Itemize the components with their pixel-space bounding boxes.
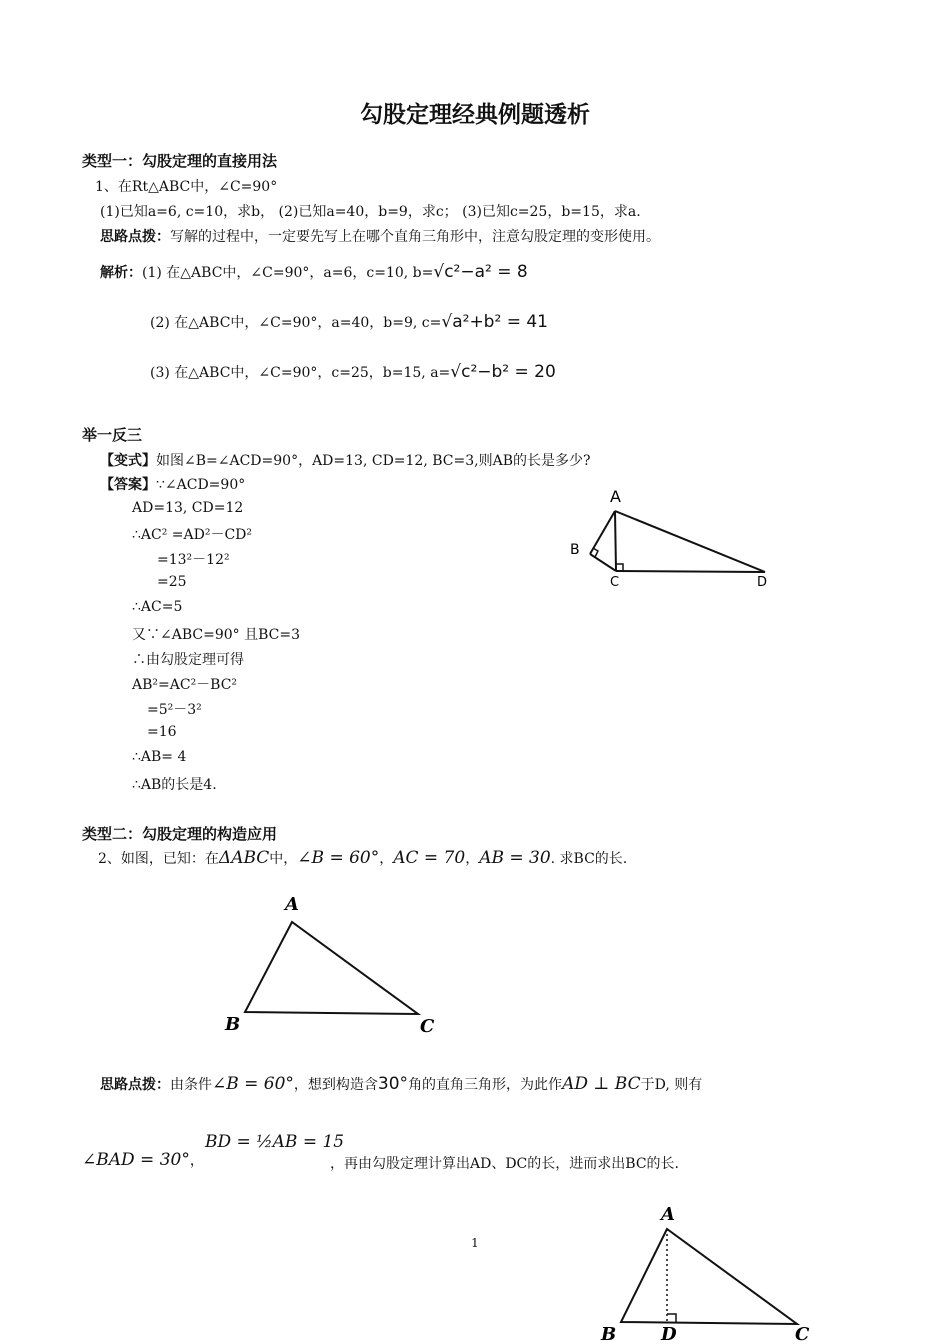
figure-label-b: B	[225, 1014, 241, 1035]
answer-line: =5²－3²	[147, 702, 202, 718]
question-2-ac: AC = 70	[393, 848, 466, 868]
figure-label-c: C	[795, 1324, 810, 1344]
hint2-label: 思路点拨：	[100, 1077, 170, 1093]
answer-line: =25	[157, 574, 187, 590]
hint-label: 思路点拨：	[100, 229, 170, 245]
hint2-text: 于D, 则有	[640, 1077, 703, 1093]
question-2-prefix: 2、如图，已知：在	[98, 851, 219, 867]
practice-heading: 举一反三	[82, 426, 143, 444]
hint2-text: ，想到构造含	[293, 1077, 378, 1093]
figure-label-a: A	[610, 487, 621, 506]
solution-2-expr: √a²+b² = 41	[441, 312, 548, 332]
page-number: 1	[471, 1236, 479, 1250]
answer-line: =16	[147, 724, 177, 740]
answer-line: ∴AC² =AD²－CD²	[132, 527, 253, 543]
solution-3: (3) 在△ABC中，∠C=90°，c=25，b=15, a=	[150, 365, 451, 381]
figure-label-a: A	[285, 894, 299, 915]
figure-abcd	[560, 480, 780, 592]
hint2-30: 30°	[377, 1074, 409, 1094]
question-2-end: . 求BC的长.	[550, 851, 628, 867]
section2-heading: 类型二：勾股定理的构造应用	[82, 825, 278, 843]
hint2-text: 角的直角三角形，为此作	[408, 1077, 563, 1093]
answer-line: AD=13, CD=12	[132, 500, 244, 516]
variant-question: 如图∠B=∠ACD=90°，AD=13, CD=12, BC=3,则AB的长是多少?	[156, 453, 591, 469]
hint2-angle: ∠B = 60°	[212, 1074, 294, 1094]
hint-text: 写解的过程中，一定要先写上在哪个直角三角形中，注意勾股定理的变形使用。	[170, 229, 660, 245]
answer-line: =13²－12²	[157, 552, 230, 568]
variant-label: 【变式】	[100, 453, 156, 469]
hint2-bad: ∠BAD = 30°	[82, 1150, 190, 1170]
answer-line: ∴AB的长是4.	[132, 777, 217, 793]
solution-1-expr: √c²−a² = 8	[433, 262, 528, 282]
answer-line: AB²=AC²－BC²	[132, 677, 238, 693]
document-title: 勾股定理经典例题透析	[360, 102, 590, 128]
question-2-ab: AB = 30	[479, 848, 551, 868]
answer-line: 又∵∠ABC=90° 且BC=3	[132, 627, 300, 643]
figure-label-b: B	[601, 1324, 617, 1344]
figure-label-d: D	[661, 1324, 677, 1344]
answer-label: 【答案】	[100, 477, 156, 493]
answer-line: ∴AB= 4	[132, 749, 187, 765]
solution-2: (2) 在△ABC中，∠C=90°，a=40，b=9, c=	[150, 315, 442, 331]
question-2-angle: ∠B = 60°	[297, 848, 380, 868]
solution-3-expr: √c²−b² = 20	[450, 362, 556, 382]
solution-label: 解析：	[100, 265, 142, 281]
hint2-perp: AD ⊥ BC	[562, 1074, 641, 1094]
question-2-triangle: ΔABC	[218, 848, 270, 868]
figure-triangle-abd	[595, 1198, 825, 1344]
figure-label-a: A	[661, 1204, 675, 1225]
figure-label-c: C	[610, 575, 620, 590]
figure-triangle-abc	[215, 890, 455, 1040]
figure-label-c: C	[420, 1016, 435, 1037]
hint2-bd: BD = ½AB = 15	[205, 1132, 345, 1152]
figure-label-d: D	[757, 575, 768, 590]
question-1: 1、在Rt△ABC中，∠C=90°	[95, 179, 278, 195]
section1-heading: 类型一：勾股定理的直接用法	[82, 152, 278, 170]
hint2-end: ，再由勾股定理计算出AD、DC的长，进而求出BC的长.	[330, 1156, 679, 1172]
question-1-parts: (1)已知a=6, c=10，求b， (2)已知a=40，b=9，求c； (3)已知c=25，b=15，求a.	[100, 204, 641, 220]
hint2-text: 由条件	[170, 1077, 212, 1093]
figure-label-b: B	[570, 542, 580, 558]
answer-line: ∵∠ACD=90°	[156, 477, 246, 493]
answer-line: ∴AC=5	[132, 599, 183, 615]
solution-1: (1) 在△ABC中，∠C=90°，a=6，c=10, b=	[142, 265, 434, 281]
question-2-mid: 中，	[269, 851, 298, 867]
answer-line: ∴由勾股定理可得	[132, 652, 244, 668]
